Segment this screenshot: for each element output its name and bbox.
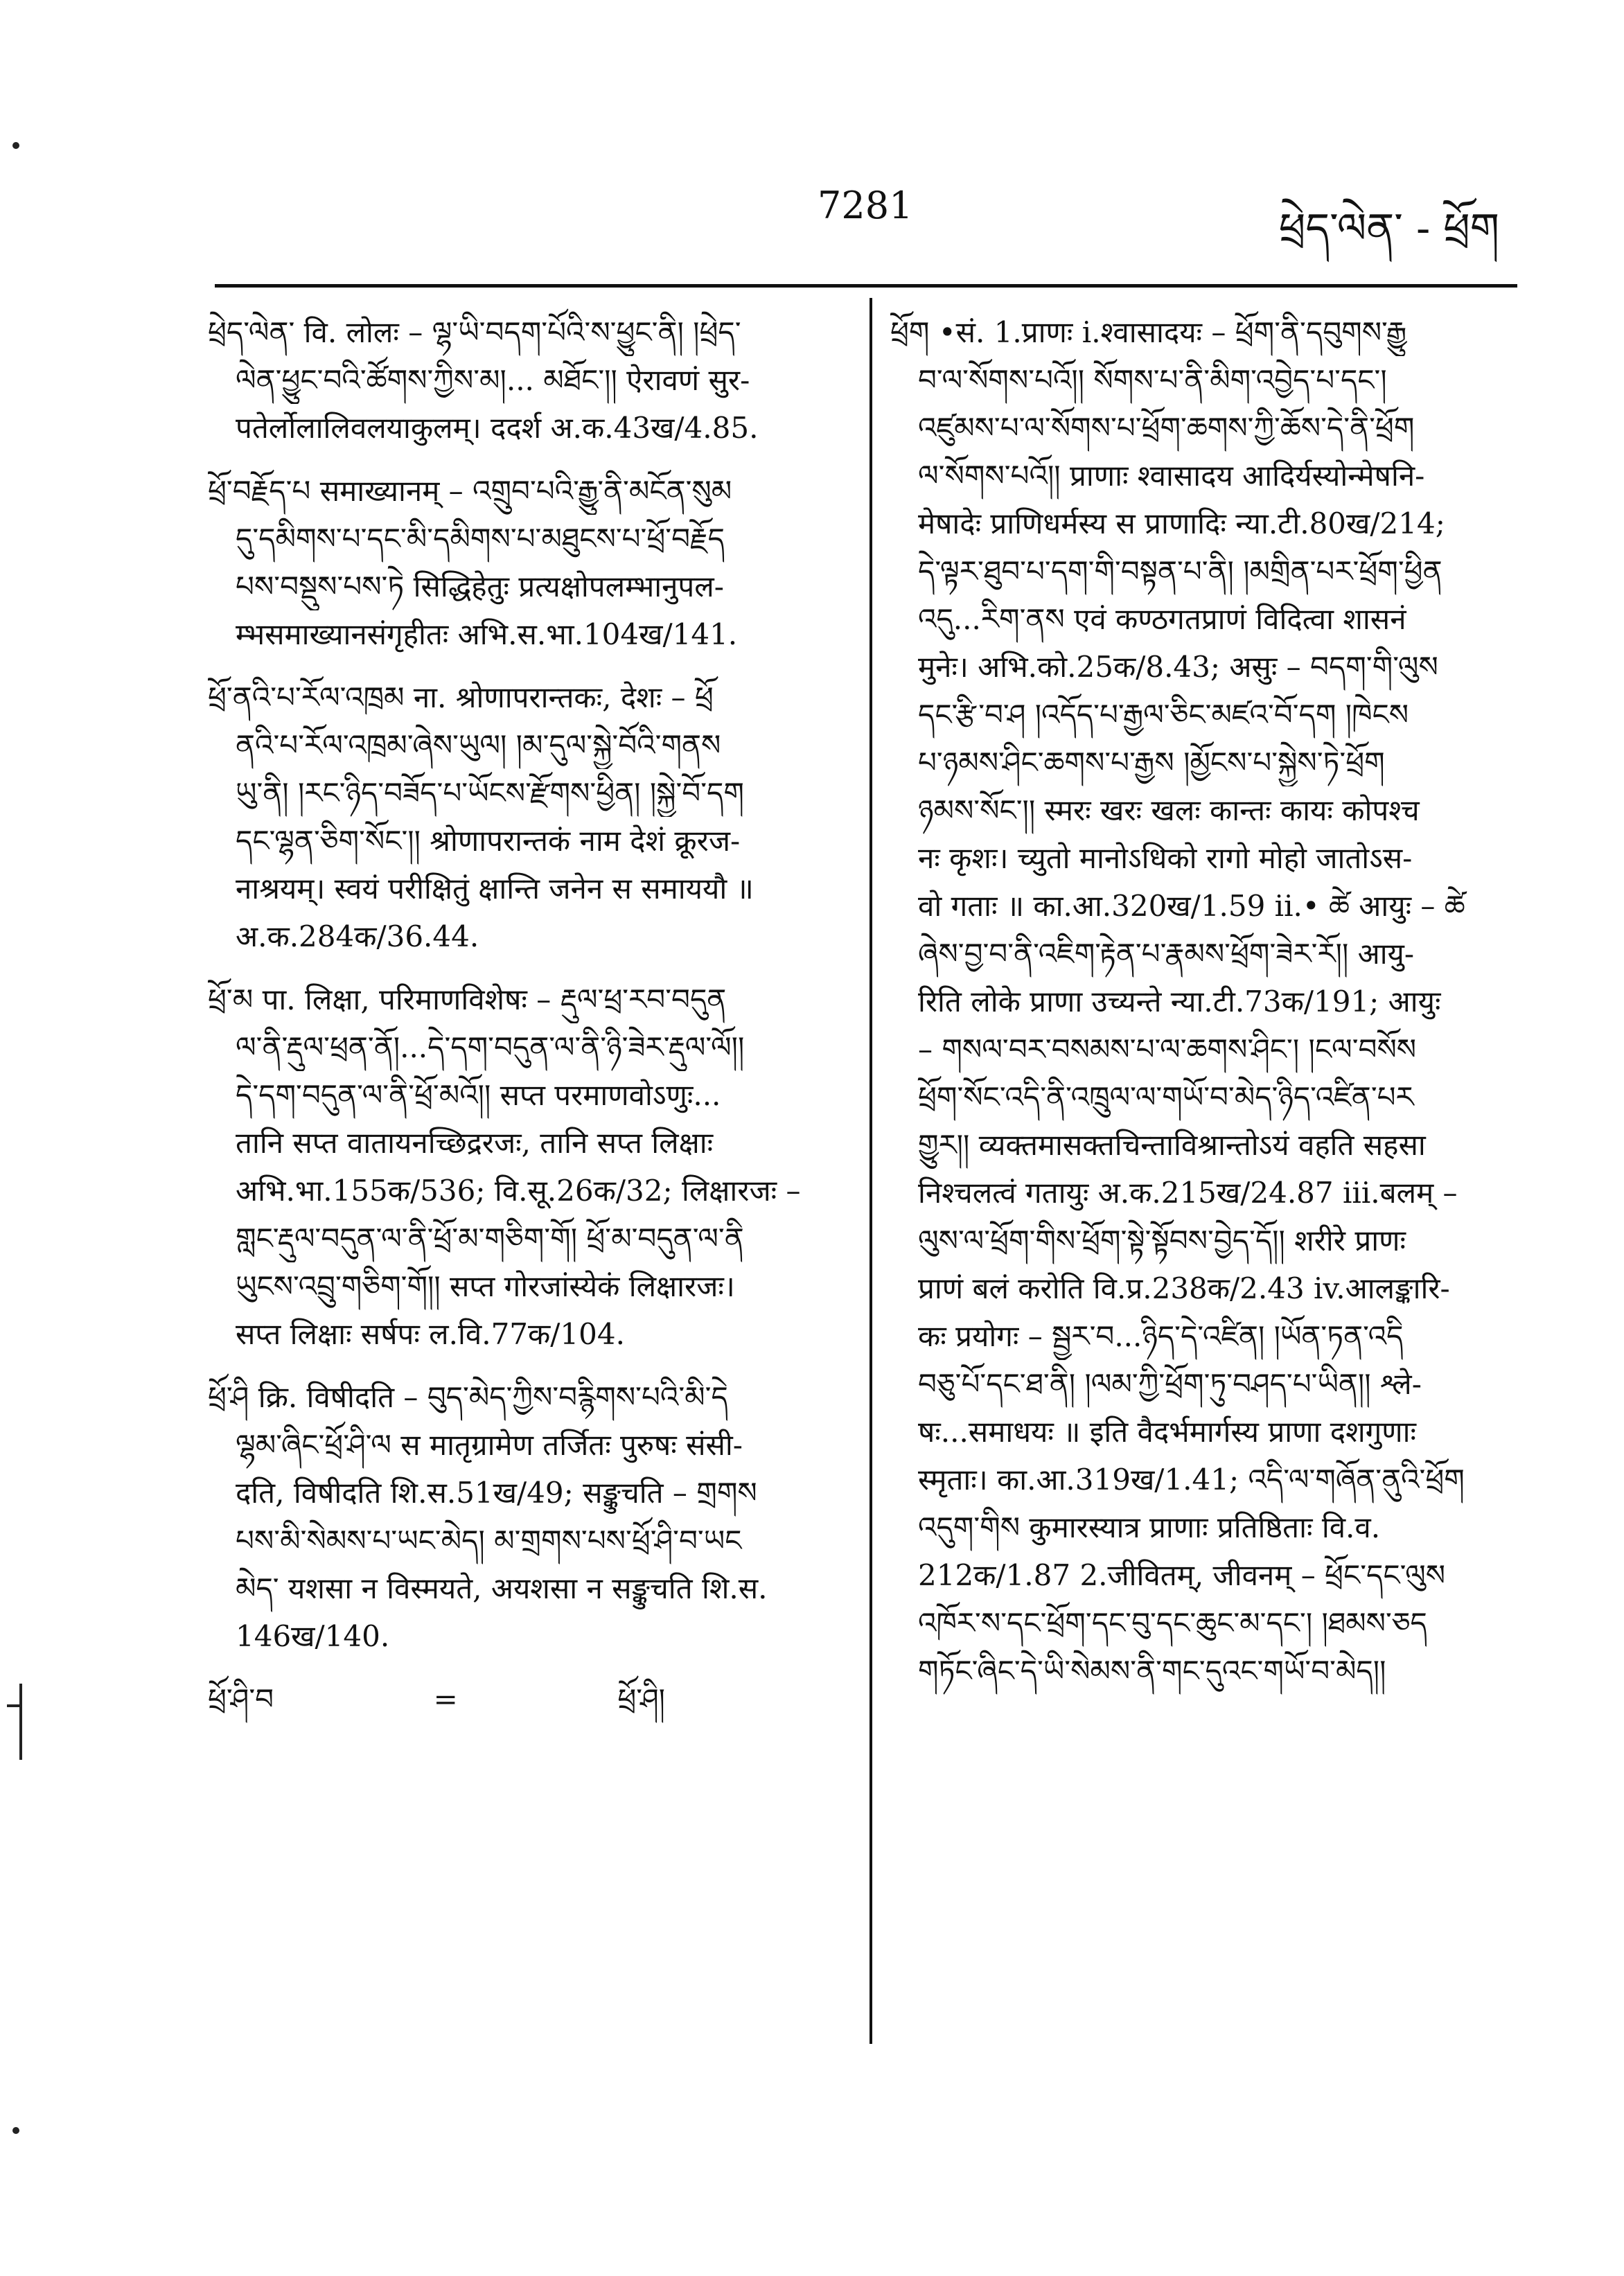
entry-line: म्भसमाख्यानसंगृहीतः अभि.स.भा.104ख/141. bbox=[236, 617, 738, 651]
left-column bbox=[208, 308, 831, 1738]
entry-line: रिति लोके प्राणा उच्यन्ते न्या.टी.73क/191; आयुः bbox=[918, 985, 1441, 1018]
entry-line: ཕྲོག་སོང་འདི་ནི་འཁྲུལ་ལ་གཡོ་བ་མེད་ཉིད་འཛིན་པར bbox=[918, 1080, 1414, 1114]
entry-line: ལེན་ཕྱུང་བའི་ཚོགས་ཀྱིས་མ།... མཐོང་།། ऐरावणं सुर- bbox=[236, 363, 750, 397]
entry-line: འཁོར་ས་དང་ཕྲོག་དང་བུ་དང་ཆུང་མ་དང་། །ཐམས་ཅད bbox=[918, 1606, 1427, 1640]
entry-line: ལྷམ་ཞིང་ཕྲོ་ཤི་ལ स मातृग्रामेण तर्जितः पुरुषः संसी- bbox=[236, 1428, 743, 1462]
entry-line: प्राणं बलं करोति वि.प्र.238क/2.43 iv.आलङ्कारि- bbox=[918, 1271, 1450, 1305]
entry-line: ཕྲོག •सं. 1.प्राणः i.श्वासादयः – ཕྲོག་ནི་དབུགས་རྒྱུ bbox=[890, 315, 1407, 349]
entry-line: मुनेः। अभि.को.25क/8.43; असुः – བདག་གི་ལུས bbox=[918, 650, 1438, 684]
entry-line: स्मृताः। का.आ.319ख/1.41; འདི་ལ་གཞོན་ནུའི་ཕྲོག bbox=[918, 1463, 1465, 1497]
entry-line: अ.क.284क/36.44. bbox=[236, 919, 479, 953]
entry-line: གླང་རྡུལ་བདུན་ལ་ནི་ཕྲོ་མ་གཅིག་གོ། ཕྲོ་མ་བདུན་ལ་ནི bbox=[236, 1221, 744, 1255]
dictionary-entry bbox=[208, 673, 831, 960]
entry-line: सप्त लिक्षाः सर्षपः ल.वि.77क/104. bbox=[236, 1317, 625, 1351]
entry-line: ཕྲོ་བརྗོད་པ समाख्यानम् – འགྲུབ་པའི་རྒྱུ་ནི་མངོན་སུམ bbox=[208, 474, 732, 508]
entry-line: नः कृशः। च्युतो मानोऽधिको रागो मोहो जातोऽस- bbox=[918, 841, 1413, 875]
dictionary-entry bbox=[208, 467, 831, 658]
entry-line: དེ་དག་བདུན་ལ་ནི་ཕྲོ་མའོ།། सप्त परमाणवोऽणुः... bbox=[236, 1078, 721, 1112]
entry-line: པ་ཉམས་ཤིང་ཆགས་པ་རྒྱས །མྱོངས་པ་སྐྱེས་ཏེ་ཕྲོག bbox=[918, 746, 1385, 779]
margin-dot-bottom bbox=[12, 2127, 19, 2134]
dictionary-entry bbox=[208, 1373, 831, 1660]
entry-line bbox=[208, 1675, 831, 1723]
entry-line: ཕྲོ་ནའི་པ་རོལ་འཁྲམ ना. श्रोणापरान्तकः, देशः – ཕྲོ bbox=[208, 680, 714, 714]
dictionary-entry bbox=[208, 308, 831, 452]
entry-line: གྱུར།། व्यक्तमासक्तचिन्ताविश्रान्तोऽयं वहति सहसा bbox=[918, 1128, 1426, 1162]
entry-line: दति, विषीदति शि.स.51ख/49; सङ्कुचति – གྲགས bbox=[236, 1476, 757, 1510]
entry-line: अभि.भा.155क/536; वि.सू.26क/32; लिक्षारजः – bbox=[236, 1174, 801, 1208]
cross-ref-part: = bbox=[433, 1682, 458, 1716]
entry-line: पतेर्लोलालिवलयाकुलम्। ददर्श अ.क.43ख/4.85. bbox=[236, 411, 759, 445]
entry-line: – གསལ་བར་བསམས་པ་ལ་ཆགས་ཤིང་། །ངལ་བསོས bbox=[918, 1032, 1417, 1066]
entry-line: ལུས་ལ་ཕྲོག་གིས་ཕྲོག་སྟེ་སྟོབས་བྱེད་དོ།། शरीरे प्राणः bbox=[918, 1224, 1406, 1258]
entry-line: 146ख/140. bbox=[236, 1619, 390, 1653]
entry-line: དུ་དམིགས་པ་དང་མི་དམིགས་པ་མཐུངས་པ་ཕྲོ་བརྗོད bbox=[236, 522, 725, 556]
page-number: 7281 bbox=[818, 184, 913, 227]
entry-line: འདུག་གིས कुमारस्यात्र प्राणाः प्रतिष्ठिताः वि.व. bbox=[918, 1510, 1381, 1544]
cross-ref-part: ཕྲོ་ཤི་བ bbox=[208, 1682, 274, 1716]
dictionary-entry bbox=[890, 308, 1503, 1695]
dictionary-entry bbox=[208, 1675, 831, 1723]
header-rule bbox=[215, 284, 1517, 288]
dictionary-entry bbox=[208, 976, 831, 1358]
right-column bbox=[890, 308, 1503, 1710]
entry-line: ཉམས་སོང་།། स्मरः खरः खलः कान्तः कायः कोपश्च bbox=[918, 793, 1420, 827]
entry-line: ལ་ནི་རྡུལ་ཕྲན་ནོ།...དེ་དག་བདུན་ལ་ནི་ཉི་ཟེར་རྡུལ་ལོ།། bbox=[236, 1030, 745, 1064]
entry-line: षः...समाधयः ॥ इति वैदर्भमार्गस्य प्राणा दशगुणाः bbox=[918, 1415, 1416, 1449]
column-divider bbox=[870, 298, 872, 2044]
entry-line: པས་མི་སེམས་པ་ཡང་མེད། མ་གྲགས་པས་ཕྲོ་ཤི་བ་ཡང bbox=[236, 1524, 742, 1558]
entry-line: པས་བསྡུས་པས་ཏེ सिद्धिहेतुः प्रत्यक्षोपलम्भानुपल- bbox=[236, 570, 724, 603]
entry-line: དེ་ལྟར་ཐུབ་པ་དག་གི་བསྟན་པ་ནི། །མགྲིན་པར་ཕྲོག་ཕྱིན bbox=[918, 554, 1442, 588]
entry-line: कः प्रयोगः – སྦྱར་བ...ཉིད་དེ་འཛིན། །ཡོན་ཏན་འདི bbox=[918, 1319, 1404, 1353]
entry-line: ཕྲེད་ལེན་ वि. लोलः – ལྷ་ཡི་བདག་པོའི་ས་ཕྱུང་ནི། །ཕྲེད་ bbox=[208, 315, 741, 349]
entry-line: मेषादेः प्राणिधर्मस्य स प्राणादिः न्या.टी.80ख/214; bbox=[918, 506, 1445, 540]
margin-mark-cross bbox=[7, 1704, 22, 1707]
entry-line: འདུ...རིག་ནས एवं कण्ठगतप्राणं विदित्वा शासनं bbox=[918, 602, 1406, 636]
entry-line: བ་ལ་སོགས་པའོ།། སོགས་པ་ནི་མིག་འབྱེད་པ་དང་། bbox=[918, 363, 1387, 397]
entry-line: नाश्रयम्। स्वयं परीक्षितुं क्षान्ति जनेन स समाययौ ॥ bbox=[236, 872, 754, 906]
entry-line: དང་རྩི་བ་ཤ །འདོད་པ་རྒྱལ་ཅིང་མཛའ་བོ་དག །ཁེངས bbox=[918, 698, 1409, 732]
entry-line: ནའི་པ་རོལ་འཁྲམ་ཞེས་ཡུལ། །མ་དུལ་སྐྱེ་བོའི་གནས bbox=[236, 728, 721, 762]
entry-line: तानि सप्त वातायनच्छिद्ररजः, तानि सप्त लिक्षाः bbox=[236, 1126, 714, 1160]
entry-line: निश्चलत्वं गतायुः अ.क.215ख/24.87 iii.बलम् – bbox=[918, 1176, 1458, 1210]
entry-line: 212क/1.87 2.जीवितम्, जीवनम् – ཕྲོང་དང་ལུས bbox=[918, 1558, 1446, 1592]
entry-line: ཡུ་ནི། །རང་ཉིད་བཟོད་པ་ཡོངས་རྫོགས་ཕྱིན། །སྐྱེ་བོ་དག bbox=[236, 776, 744, 810]
entry-line: ཕྲོ་མ पा. लिक्षा, परिमाणविशेषः – རྡུལ་ཕྲ་རབ་བདུན bbox=[208, 982, 727, 1016]
entry-line: ཞེས་བྱ་བ་ནི་འཇིག་རྟེན་པ་རྣམས་ཕྲོག་ཟེར་རོ།། आयु- bbox=[918, 937, 1415, 971]
entry-line: ཡུངས་འབྲུ་གཅིག་གོ།། सप्त गोरजांस्येकं लिक्षारजः। bbox=[236, 1269, 735, 1303]
margin-mark-middle bbox=[19, 1684, 22, 1760]
entry-line: གཏོང་ཞིང་དེ་ཡི་སེམས་ནི་གང་དུའང་གཡོ་བ་མེད།། bbox=[918, 1654, 1386, 1688]
entry-line: བཅུ་པོ་དང་ཐ་ནི། །ལམ་ཀྱི་ཕྲོག་ཏུ་བཤད་པ་ཡིན།། श्ले- bbox=[918, 1367, 1422, 1401]
entry-line: ལ་སོགས་པའོ།། प्राणाः श्वासादय आदिर्यस्योन्मेषनि- bbox=[918, 459, 1425, 493]
entry-line: ཕྲོ་ཤི क्रि. विषीदति – བུད་མེད་ཀྱིས་བརྙིགས་པའི་མི་དེ bbox=[208, 1380, 728, 1414]
entry-line: འཛུམས་པ་ལ་སོགས་པ་ཕྲོག་ཆགས་ཀྱི་ཆོས་དེ་ནི་ཕྲོག bbox=[918, 411, 1415, 445]
entry-line: དང་ལྷན་ཅིག་སོང་།། श्रोणापरान्तकं नाम देशं क्रूरज- bbox=[236, 824, 741, 858]
running-head: ཕྲེད་ལེན་ - ཕྲོག bbox=[1278, 204, 1499, 253]
cross-ref-part: ཕྲོ་ཤི། bbox=[617, 1682, 665, 1716]
entry-line: वो गताः ॥ का.आ.320ख/1.59 ii.• ཚེ आयुः – ཚེ bbox=[918, 889, 1465, 923]
margin-dot-top bbox=[12, 142, 19, 149]
entry-line: མེད་ यशसा न विस्मयते, अयशसा न सङ्कुचति शि.स. bbox=[236, 1571, 768, 1605]
